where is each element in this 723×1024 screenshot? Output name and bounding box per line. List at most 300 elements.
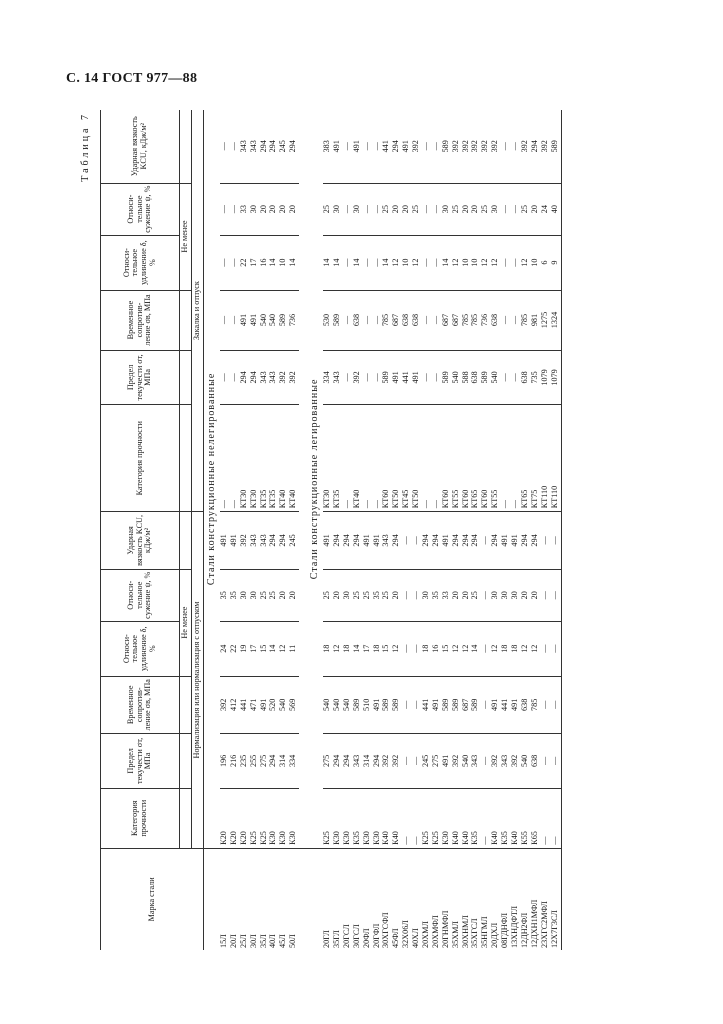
strength-category-cell: К20 <box>240 788 250 848</box>
tensile-strength-qt-cell: 785 <box>462 290 472 350</box>
tensile-strength-qt-cell: 638 <box>491 290 501 350</box>
elongation-cell: 18 <box>343 621 353 676</box>
elongation-cell: 18 <box>501 621 511 676</box>
reduction-of-area-qt-cell: 30 <box>442 183 452 235</box>
yield-strength-qt-cell: — <box>220 350 230 405</box>
impact-toughness-cell: 491 <box>363 512 373 569</box>
impact-toughness-qt-cell: 392 <box>481 110 491 183</box>
impact-toughness-cell: 294 <box>462 512 472 569</box>
reduction-of-area-qt-cell: 20 <box>279 183 289 235</box>
elongation-qt-cell: 14 <box>289 235 299 290</box>
reduction-of-area-qt-cell: 30 <box>353 183 363 235</box>
tensile-strength-qt-cell: — <box>220 290 230 350</box>
yield-strength-cell: 540 <box>521 733 531 788</box>
elongation-cell: 18 <box>422 621 432 676</box>
header-condition-quench: Закалка и отпуск <box>192 110 204 512</box>
elongation-qt-cell: — <box>363 235 373 290</box>
reduction-of-area-qt-cell: — <box>422 183 432 235</box>
yield-strength-cell: 343 <box>501 733 511 788</box>
tensile-strength-qt-cell: 736 <box>289 290 299 350</box>
yield-strength-cell: — <box>412 733 422 788</box>
elongation-cell: — <box>541 621 551 676</box>
steel-grade-cell: 35НГМЛ <box>480 916 490 948</box>
strength-category-qt-cell: — <box>511 405 521 512</box>
tensile-strength-qt-cell: 638 <box>402 290 412 350</box>
yield-strength-cell: 392 <box>491 733 501 788</box>
elongation-cell: 16 <box>432 621 442 676</box>
elongation-cell: 17 <box>363 621 373 676</box>
strength-category-qt-cell: КТ30 <box>323 405 333 512</box>
reduction-of-area-qt-cell: 25 <box>521 183 531 235</box>
table-row <box>260 110 270 950</box>
tensile-strength-cell: — <box>402 676 412 733</box>
yield-strength-qt-cell: 343 <box>269 350 279 405</box>
strength-category-cell: К30 <box>343 788 353 848</box>
header-tensile-right: Временное сопротив- ление σв, МПа <box>101 290 180 350</box>
tensile-strength-qt-cell: — <box>501 290 511 350</box>
steel-grade-cell: 30Л <box>248 934 258 948</box>
impact-toughness-cell: 294 <box>353 512 363 569</box>
yield-strength-qt-cell: — <box>373 350 383 405</box>
strength-category-cell: К35 <box>353 788 363 848</box>
elongation-qt-cell: — <box>230 235 240 290</box>
reduction-of-area-qt-cell: — <box>511 183 521 235</box>
strength-category-cell: К30 <box>363 788 373 848</box>
reduction-of-area-qt-cell: 20 <box>471 183 481 235</box>
tensile-strength-cell: — <box>412 676 422 733</box>
elongation-cell: 12 <box>531 621 541 676</box>
elongation-cell: 17 <box>250 621 260 676</box>
strength-category-qt-cell: КТ30 <box>240 405 250 512</box>
yield-strength-cell: 275 <box>323 733 333 788</box>
impact-toughness-cell: 343 <box>382 512 392 569</box>
impact-toughness-qt-cell: 294 <box>531 110 541 183</box>
tensile-strength-cell: 638 <box>521 676 531 733</box>
tensile-strength-qt-cell: — <box>373 290 383 350</box>
yield-strength-qt-cell: 392 <box>289 350 299 405</box>
impact-toughness-qt-cell: — <box>432 110 442 183</box>
reduction-of-area-cell: 30 <box>250 569 260 621</box>
reduction-of-area-cell: 25 <box>382 569 392 621</box>
impact-toughness-qt-cell: 392 <box>452 110 462 183</box>
elongation-qt-cell: 10 <box>531 235 541 290</box>
elongation-qt-cell: 10 <box>471 235 481 290</box>
tensile-strength-cell: 540 <box>333 676 343 733</box>
yield-strength-qt-cell: — <box>422 350 432 405</box>
tensile-strength-cell: 569 <box>289 676 299 733</box>
table-row <box>392 110 402 950</box>
strength-category-cell: К40 <box>462 788 472 848</box>
reduction-of-area-qt-cell: 20 <box>260 183 270 235</box>
yield-strength-cell: 255 <box>250 733 260 788</box>
tensile-strength-cell: 520 <box>269 676 279 733</box>
reduction-of-area-qt-cell: — <box>432 183 442 235</box>
yield-strength-cell: 314 <box>279 733 289 788</box>
steel-grade-cell: 45Л <box>278 934 288 948</box>
yield-strength-cell: 196 <box>220 733 230 788</box>
yield-strength-qt-cell: 294 <box>250 350 260 405</box>
elongation-qt-cell: 12 <box>521 235 531 290</box>
strength-category-qt-cell: КТ35 <box>260 405 270 512</box>
impact-toughness-qt-cell: 294 <box>289 110 299 183</box>
tensile-strength-qt-cell: 785 <box>521 290 531 350</box>
section-title-alloyed: Стали конструкционные легированные <box>307 110 323 848</box>
table-row <box>422 110 432 950</box>
tensile-strength-cell: 491 <box>432 676 442 733</box>
impact-toughness-qt-cell: — <box>501 110 511 183</box>
strength-category-cell: К40 <box>382 788 392 848</box>
header-elongation-left: Относи- тельное удлинение δ, % <box>101 621 180 676</box>
impact-toughness-cell: — <box>412 512 422 569</box>
strength-category-cell: К25 <box>323 788 333 848</box>
reduction-of-area-qt-cell: — <box>363 183 373 235</box>
tensile-strength-qt-cell: — <box>422 290 432 350</box>
strength-category-qt-cell: — <box>343 405 353 512</box>
strength-category-qt-cell: КТ110 <box>541 405 551 512</box>
impact-toughness-cell: 491 <box>230 512 240 569</box>
impact-toughness-qt-cell: — <box>511 110 521 183</box>
steel-grade-cell: 35ХМЛ <box>450 921 460 948</box>
reduction-of-area-qt-cell: 25 <box>412 183 422 235</box>
impact-toughness-cell: 294 <box>432 512 442 569</box>
table-row <box>240 110 250 950</box>
elongation-cell: 14 <box>353 621 363 676</box>
tensile-strength-cell: 589 <box>452 676 462 733</box>
yield-strength-cell: 343 <box>471 733 481 788</box>
table-row <box>511 110 521 950</box>
yield-strength-cell: 540 <box>462 733 472 788</box>
strength-category-qt-cell: — <box>363 405 373 512</box>
impact-toughness-cell: 294 <box>452 512 462 569</box>
table-row <box>531 110 541 950</box>
elongation-qt-cell: — <box>373 235 383 290</box>
strength-category-cell: К40 <box>452 788 462 848</box>
impact-toughness-qt-cell: 491 <box>353 110 363 183</box>
strength-category-cell: К40 <box>511 788 521 848</box>
impact-toughness-cell: 294 <box>269 512 279 569</box>
strength-category-qt-cell: КТ60 <box>481 405 491 512</box>
elongation-qt-cell: 6 <box>541 235 551 290</box>
strength-category-cell: К25 <box>432 788 442 848</box>
table-row <box>521 110 531 950</box>
elongation-qt-cell: 16 <box>260 235 270 290</box>
elongation-cell: 19 <box>240 621 250 676</box>
impact-toughness-cell: 491 <box>442 512 452 569</box>
strength-category-qt-cell: КТ110 <box>551 405 561 512</box>
elongation-cell: 14 <box>269 621 279 676</box>
yield-strength-cell: 235 <box>240 733 250 788</box>
strength-category-qt-cell: — <box>432 405 442 512</box>
strength-category-qt-cell: КТ50 <box>412 405 422 512</box>
impact-toughness-qt-cell: 245 <box>279 110 289 183</box>
table-row <box>289 110 299 950</box>
tensile-strength-cell: 540 <box>323 676 333 733</box>
steel-grade-cell: 20ГНМФЛ <box>440 910 450 948</box>
reduction-of-area-cell: — <box>412 569 422 621</box>
tensile-strength-qt-cell: — <box>343 290 353 350</box>
elongation-qt-cell: 14 <box>353 235 363 290</box>
strength-category-qt-cell: КТ55 <box>452 405 462 512</box>
strength-category-qt-cell: КТ55 <box>491 405 501 512</box>
steel-grade-cell: 35ХГСЛ <box>470 918 480 948</box>
strength-category-qt-cell: КТ65 <box>521 405 531 512</box>
steel-grade-cell: 23ХГС2МФЛ <box>539 901 549 948</box>
elongation-qt-cell: 14 <box>442 235 452 290</box>
strength-category-cell: К25 <box>250 788 260 848</box>
tensile-strength-cell: 491 <box>373 676 383 733</box>
strength-category-cell: К65 <box>531 788 541 848</box>
elongation-qt-cell: 14 <box>382 235 392 290</box>
yield-strength-qt-cell: — <box>511 350 521 405</box>
table-row <box>462 110 472 950</box>
yield-strength-qt-cell: 343 <box>333 350 343 405</box>
yield-strength-qt-cell: — <box>230 350 240 405</box>
impact-toughness-cell: — <box>481 512 491 569</box>
impact-toughness-qt-cell: 343 <box>250 110 260 183</box>
tensile-strength-cell: 441 <box>240 676 250 733</box>
reduction-of-area-cell: 20 <box>462 569 472 621</box>
reduction-of-area-qt-cell: — <box>501 183 511 235</box>
table-row <box>412 110 422 950</box>
strength-category-qt-cell: — <box>501 405 511 512</box>
table-row <box>250 110 260 950</box>
yield-strength-qt-cell: 1079 <box>541 350 551 405</box>
impact-toughness-qt-cell: 392 <box>471 110 481 183</box>
elongation-qt-cell: 14 <box>333 235 343 290</box>
header-category-left: Категория прочности <box>101 788 180 848</box>
reduction-of-area-qt-cell: 20 <box>531 183 541 235</box>
strength-category-cell: К35 <box>471 788 481 848</box>
elongation-cell: 12 <box>279 621 289 676</box>
impact-toughness-cell: — <box>551 512 561 569</box>
reduction-of-area-cell: 25 <box>363 569 373 621</box>
impact-toughness-qt-cell: 392 <box>541 110 551 183</box>
impact-toughness-qt-cell: 491 <box>333 110 343 183</box>
reduction-of-area-qt-cell: 20 <box>269 183 279 235</box>
yield-strength-cell: 216 <box>230 733 240 788</box>
tensile-strength-qt-cell: — <box>363 290 373 350</box>
elongation-cell: 24 <box>220 621 230 676</box>
tensile-strength-cell: 491 <box>260 676 270 733</box>
tensile-strength-cell: — <box>541 676 551 733</box>
elongation-qt-cell: — <box>511 235 521 290</box>
strength-category-cell: — <box>541 788 551 848</box>
steel-grade-cell: 20ГФЛ <box>371 923 381 948</box>
tensile-strength-cell: 589 <box>442 676 452 733</box>
steel-grade-cell: 25Л <box>238 934 248 948</box>
reduction-of-area-cell: 35 <box>432 569 442 621</box>
strength-category-qt-cell: КТ40 <box>279 405 289 512</box>
strength-category-cell: К20 <box>230 788 240 848</box>
yield-strength-qt-cell: 1079 <box>551 350 561 405</box>
tensile-strength-cell: 589 <box>392 676 402 733</box>
elongation-cell: 12 <box>462 621 472 676</box>
tensile-strength-cell: — <box>481 676 491 733</box>
steel-grade-cell: 20ХМЛ <box>421 921 431 948</box>
yield-strength-cell: 314 <box>363 733 373 788</box>
strength-category-cell: К20 <box>220 788 230 848</box>
reduction-of-area-qt-cell: 40 <box>551 183 561 235</box>
impact-toughness-qt-cell: 392 <box>491 110 501 183</box>
impact-toughness-qt-cell: 441 <box>382 110 392 183</box>
reduction-of-area-qt-cell: — <box>220 183 230 235</box>
steel-grade-cell: 30ХНМЛ <box>460 915 470 948</box>
reduction-of-area-qt-cell: 25 <box>481 183 491 235</box>
table-row <box>363 110 373 950</box>
reduction-of-area-qt-cell: 20 <box>392 183 402 235</box>
strength-category-qt-cell: КТ60 <box>382 405 392 512</box>
strength-category-cell: — <box>481 788 491 848</box>
impact-toughness-cell: 343 <box>260 512 270 569</box>
elongation-cell: — <box>551 621 561 676</box>
elongation-cell: — <box>402 621 412 676</box>
tensile-strength-qt-cell: 687 <box>392 290 402 350</box>
elongation-cell: — <box>412 621 422 676</box>
impact-toughness-cell: 294 <box>471 512 481 569</box>
steel-grade-cell: 40ХЛ <box>411 928 421 948</box>
header-elongation-right: Относи- тельное удлинение δ, % <box>101 235 180 290</box>
strength-category-cell: К40 <box>491 788 501 848</box>
yield-strength-cell: — <box>481 733 491 788</box>
tensile-strength-cell: 392 <box>220 676 230 733</box>
strength-category-qt-cell: КТ60 <box>442 405 452 512</box>
yield-strength-cell: — <box>402 733 412 788</box>
table-row <box>269 110 279 950</box>
yield-strength-qt-cell: 588 <box>462 350 472 405</box>
strength-category-cell: — <box>412 788 422 848</box>
impact-toughness-qt-cell: 589 <box>442 110 452 183</box>
yield-strength-cell: 392 <box>452 733 462 788</box>
strength-category-cell: К30 <box>442 788 452 848</box>
table-row <box>353 110 363 950</box>
elongation-qt-cell: 14 <box>269 235 279 290</box>
impact-toughness-cell: 294 <box>422 512 432 569</box>
yield-strength-qt-cell: — <box>501 350 511 405</box>
reduction-of-area-cell: 20 <box>531 569 541 621</box>
elongation-qt-cell: 12 <box>491 235 501 290</box>
reduction-of-area-cell: 20 <box>279 569 289 621</box>
yield-strength-cell: 491 <box>442 733 452 788</box>
page-header: С. 14 ГОСТ 977—88 <box>66 71 198 86</box>
elongation-qt-cell: 12 <box>452 235 462 290</box>
elongation-qt-cell: 12 <box>392 235 402 290</box>
strength-category-cell: К35 <box>501 788 511 848</box>
yield-strength-qt-cell: 638 <box>521 350 531 405</box>
table-row <box>471 110 481 950</box>
reduction-of-area-qt-cell: 20 <box>289 183 299 235</box>
impact-toughness-cell: 392 <box>240 512 250 569</box>
yield-strength-qt-cell: 334 <box>323 350 333 405</box>
tensile-strength-qt-cell: 589 <box>333 290 343 350</box>
header-condition-normalization: Нормализация или нормализация с отпуском <box>192 512 204 849</box>
reduction-of-area-qt-cell: — <box>230 183 240 235</box>
tensile-strength-qt-cell: 687 <box>452 290 462 350</box>
reduction-of-area-cell: 20 <box>333 569 343 621</box>
elongation-cell: 12 <box>521 621 531 676</box>
tensile-strength-cell: 412 <box>230 676 240 733</box>
reduction-of-area-cell: 25 <box>323 569 333 621</box>
yield-strength-cell: 294 <box>343 733 353 788</box>
rotated-table-container <box>80 110 688 950</box>
yield-strength-qt-cell: 392 <box>353 350 363 405</box>
impact-toughness-cell: 294 <box>333 512 343 569</box>
tensile-strength-qt-cell: 981 <box>531 290 541 350</box>
reduction-of-area-cell: — <box>541 569 551 621</box>
steel-grade-cell: 20ГЛ <box>322 930 332 948</box>
impact-toughness-cell: 294 <box>521 512 531 569</box>
yield-strength-cell: — <box>551 733 561 788</box>
header-category-right: Категория прочности <box>101 405 180 512</box>
impact-toughness-cell: 491 <box>220 512 230 569</box>
impact-toughness-qt-cell: 294 <box>269 110 279 183</box>
elongation-cell: 18 <box>373 621 383 676</box>
strength-category-qt-cell: КТ50 <box>392 405 402 512</box>
impact-toughness-qt-cell: 589 <box>551 110 561 183</box>
steel-grade-cell: 08ГДНФЛ <box>500 912 510 948</box>
header-impact-right: Ударная вязкость KCU, кДж/м² <box>101 110 180 183</box>
strength-category-cell: К30 <box>279 788 289 848</box>
table-caption: Таблица 7 <box>80 112 91 182</box>
reduction-of-area-qt-cell: 30 <box>250 183 260 235</box>
elongation-qt-cell: 17 <box>250 235 260 290</box>
yield-strength-qt-cell: — <box>343 350 353 405</box>
tensile-strength-qt-cell: 687 <box>442 290 452 350</box>
yield-strength-cell: 294 <box>373 733 383 788</box>
tensile-strength-qt-cell: 589 <box>279 290 289 350</box>
reduction-of-area-qt-cell: 30 <box>491 183 501 235</box>
elongation-qt-cell: — <box>501 235 511 290</box>
steel-grade-cell: 35ГЛ <box>332 930 342 948</box>
reduction-of-area-cell: 30 <box>422 569 432 621</box>
steel-grade-cell: 20ГСЛ <box>341 924 351 948</box>
elongation-qt-cell: — <box>220 235 230 290</box>
header-reduction-right: Относи- тельное сужение ψ, % <box>101 183 180 235</box>
header-reduction-left: Относи- тельное сужение ψ, % <box>101 569 180 621</box>
impact-toughness-cell: 294 <box>279 512 289 569</box>
impact-toughness-cell: 294 <box>491 512 501 569</box>
tensile-strength-qt-cell: 530 <box>323 290 333 350</box>
impact-toughness-cell: 245 <box>289 512 299 569</box>
impact-toughness-qt-cell: 392 <box>412 110 422 183</box>
yield-strength-qt-cell: 441 <box>402 350 412 405</box>
elongation-cell: 11 <box>289 621 299 676</box>
table-row <box>230 110 240 950</box>
elongation-qt-cell: 10 <box>462 235 472 290</box>
table-row <box>452 110 462 950</box>
yield-strength-qt-cell: 735 <box>531 350 541 405</box>
tensile-strength-cell: 589 <box>471 676 481 733</box>
tensile-strength-qt-cell: 491 <box>240 290 250 350</box>
steel-grade-cell: 12ДХН1МФЛ <box>529 899 539 948</box>
tensile-strength-qt-cell: — <box>230 290 240 350</box>
reduction-of-area-cell: 20 <box>521 569 531 621</box>
steel-grade-cell: 30ХГСФЛ <box>381 912 391 948</box>
reduction-of-area-cell: — <box>402 569 412 621</box>
reduction-of-area-qt-cell: 25 <box>382 183 392 235</box>
reduction-of-area-qt-cell: 20 <box>402 183 412 235</box>
reduction-of-area-cell: 25 <box>260 569 270 621</box>
elongation-cell: 22 <box>230 621 240 676</box>
strength-category-qt-cell: КТ35 <box>333 405 343 512</box>
impact-toughness-qt-cell: — <box>363 110 373 183</box>
impact-toughness-qt-cell: — <box>230 110 240 183</box>
impact-toughness-cell: 491 <box>511 512 521 569</box>
reduction-of-area-cell: 20 <box>392 569 402 621</box>
steel-grade-cell: 20ФЛ <box>361 928 371 948</box>
yield-strength-cell: 245 <box>422 733 432 788</box>
strength-category-qt-cell: КТ45 <box>402 405 412 512</box>
header-min-right: Не менее <box>180 183 192 290</box>
